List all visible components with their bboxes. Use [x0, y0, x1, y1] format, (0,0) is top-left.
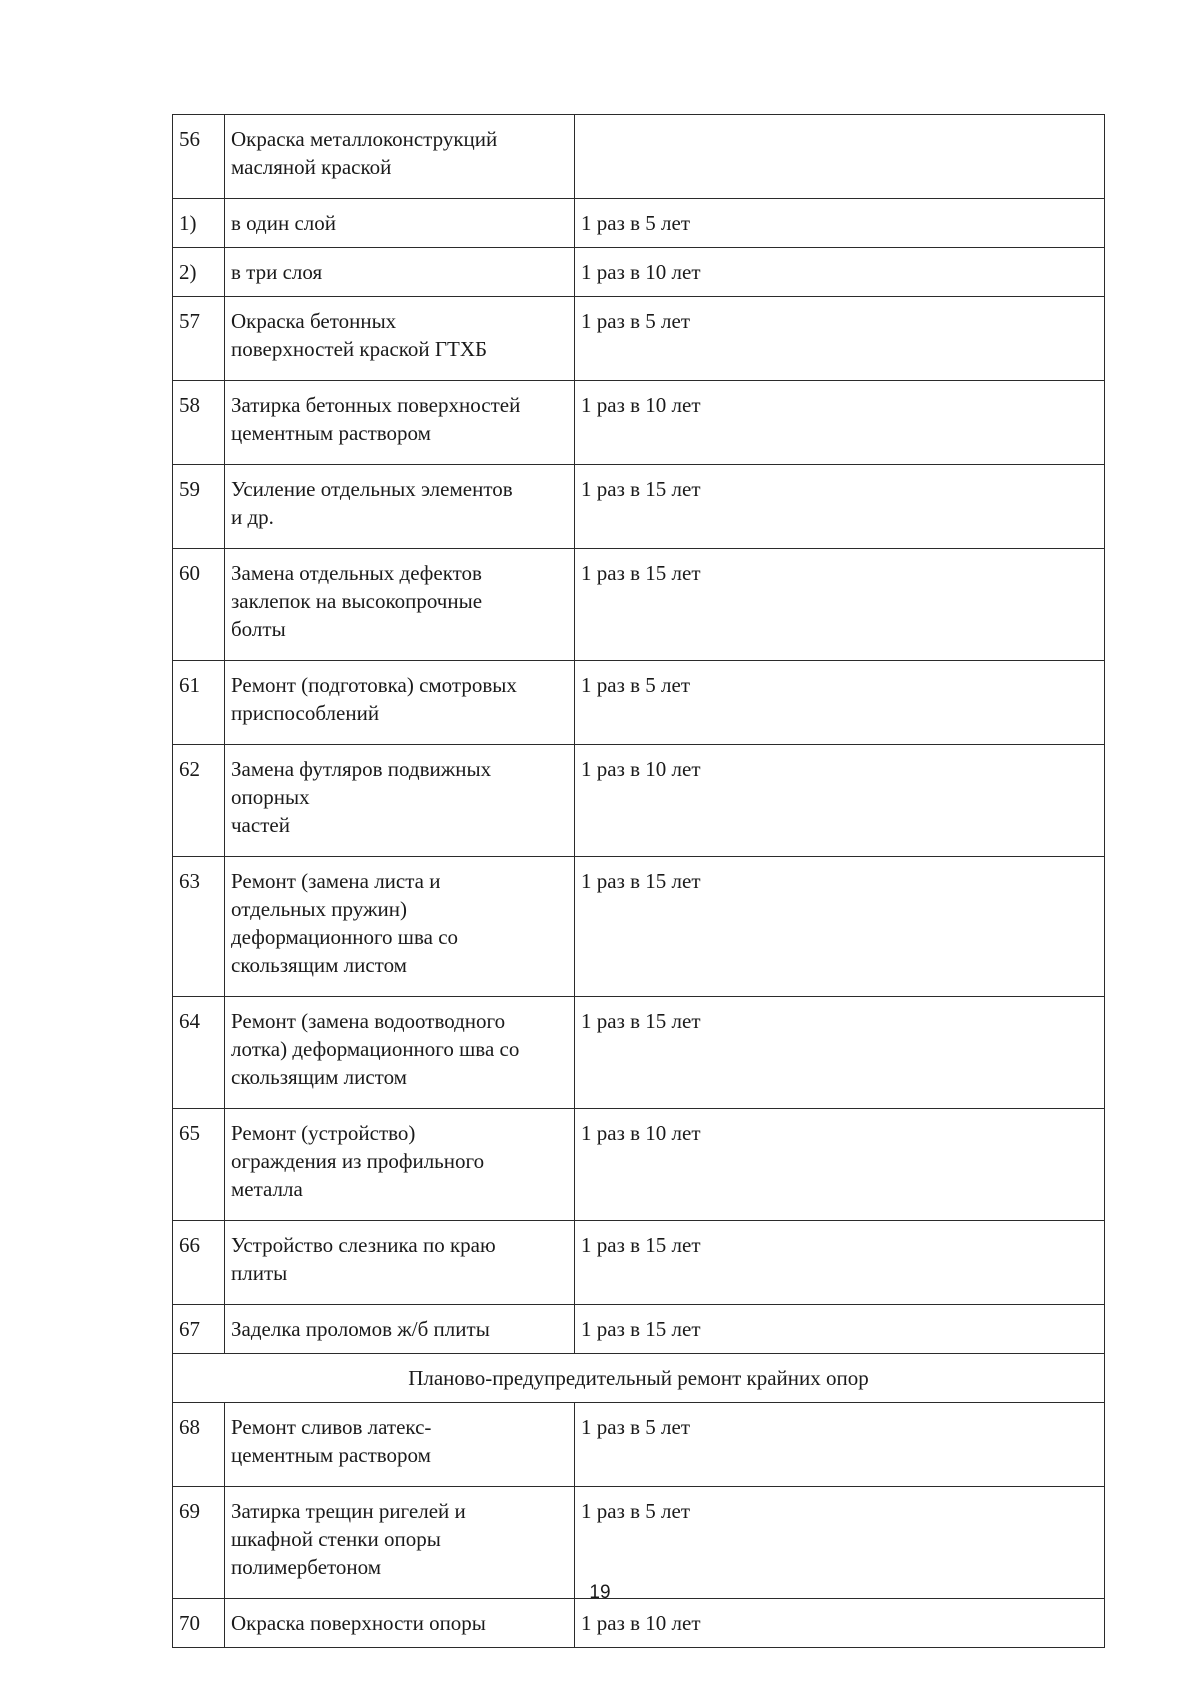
- work-description-cell: [225, 549, 575, 661]
- item-number-cell: 63: [173, 857, 225, 997]
- table-row: [173, 1403, 1105, 1487]
- work-description-cell: [225, 745, 575, 857]
- work-description-line: отдельных пружин): [231, 897, 407, 921]
- table-row: [173, 199, 1105, 248]
- work-description-line: Устройство слезника по краю: [231, 1233, 496, 1257]
- work-description-line: полимербетоном: [231, 1555, 382, 1579]
- work-description-line: шкафной стенки опоры: [231, 1527, 441, 1551]
- table-row: [173, 661, 1105, 745]
- work-description-cell: [225, 857, 575, 997]
- item-number-cell: 68: [173, 1403, 225, 1487]
- work-description-cell: [225, 997, 575, 1109]
- item-number-cell: 1): [173, 199, 225, 248]
- work-description-line: Ремонт (замена водоотводного: [231, 1009, 506, 1033]
- work-description-line: поверхностей краской ГТХБ: [231, 337, 488, 361]
- work-description-line: масляной краской: [231, 155, 392, 179]
- item-number-cell: 66: [173, 1221, 225, 1305]
- periodicity-cell: 1 раз в 10 лет: [575, 248, 1105, 297]
- work-description-cell: [225, 199, 575, 248]
- item-number-cell: 59: [173, 465, 225, 549]
- item-number-cell: 58: [173, 381, 225, 465]
- item-number-cell: 65: [173, 1109, 225, 1221]
- work-description-line: Усиление отдельных элементов: [231, 477, 513, 501]
- table-row: [173, 549, 1105, 661]
- periodicity-cell: 1 раз в 15 лет: [575, 1221, 1105, 1305]
- work-description-cell: [225, 1221, 575, 1305]
- work-description-line: и др.: [231, 505, 274, 529]
- item-number-cell: 64: [173, 997, 225, 1109]
- section-header-row: [173, 1354, 1105, 1403]
- work-description-line: частей: [231, 813, 290, 837]
- work-description-line: металла: [231, 1177, 303, 1201]
- item-number-cell: 56: [173, 115, 225, 199]
- periodicity-cell: [575, 115, 1105, 199]
- work-description-line: Окраска бетонных: [231, 309, 397, 333]
- table-row: [173, 1221, 1105, 1305]
- work-description-line: Затирка бетонных поверхностей: [231, 393, 521, 417]
- item-number-cell: 60: [173, 549, 225, 661]
- section-title: Планово-предупредительный ремонт крайних опор: [173, 1354, 1105, 1403]
- item-number-cell: 61: [173, 661, 225, 745]
- work-description-line: Ремонт (замена листа и: [231, 869, 441, 893]
- work-description-cell: [225, 465, 575, 549]
- table-row: [173, 1109, 1105, 1221]
- item-number-cell: 70: [173, 1599, 225, 1648]
- table-row: [173, 857, 1105, 997]
- work-description-cell: [225, 1305, 575, 1354]
- periodicity-cell: 1 раз в 10 лет: [575, 745, 1105, 857]
- table-row: [173, 997, 1105, 1109]
- periodicity-cell: 1 раз в 10 лет: [575, 381, 1105, 465]
- work-description-line: опорных: [231, 785, 310, 809]
- item-number-cell: 67: [173, 1305, 225, 1354]
- periodicity-cell: 1 раз в 5 лет: [575, 199, 1105, 248]
- work-description-line: скользящим листом: [231, 1065, 407, 1089]
- periodicity-cell: 1 раз в 10 лет: [575, 1599, 1105, 1648]
- table-row: [173, 381, 1105, 465]
- work-description-line: заклепок на высокопрочные: [231, 589, 483, 613]
- work-description-line: цементным раствором: [231, 1443, 431, 1467]
- work-description-line: скользящим листом: [231, 953, 407, 977]
- periodicity-cell: 1 раз в 5 лет: [575, 661, 1105, 745]
- work-description-line: Замена отдельных дефектов: [231, 561, 482, 585]
- work-description-line: лотка) деформационного шва со: [231, 1037, 520, 1061]
- periodicity-cell: 1 раз в 5 лет: [575, 297, 1105, 381]
- work-description-line: цементным раствором: [231, 421, 431, 445]
- table-body: [173, 115, 1105, 1648]
- work-description-line: ограждения из профильного: [231, 1149, 485, 1173]
- periodicity-cell: 1 раз в 5 лет: [575, 1487, 1105, 1599]
- item-number-cell: 57: [173, 297, 225, 381]
- work-description-line: в один слой: [231, 211, 337, 235]
- periodicity-cell: 1 раз в 15 лет: [575, 997, 1105, 1109]
- periodicity-cell: 1 раз в 15 лет: [575, 465, 1105, 549]
- item-number-cell: 62: [173, 745, 225, 857]
- work-description-cell: [225, 1109, 575, 1221]
- table-row: [173, 115, 1105, 199]
- work-description-cell: [225, 661, 575, 745]
- page-number: 19: [589, 1582, 611, 1603]
- work-description-line: Затирка трещин ригелей и: [231, 1499, 466, 1523]
- work-description-line: Замена футляров подвижных: [231, 757, 492, 781]
- work-description-line: болты: [231, 617, 286, 641]
- work-description-cell: [225, 248, 575, 297]
- table-row: [173, 745, 1105, 857]
- work-description-cell: [225, 297, 575, 381]
- table-row: [173, 1305, 1105, 1354]
- table-row: [173, 1599, 1105, 1648]
- work-description-line: Окраска поверхности опоры: [231, 1611, 486, 1635]
- work-description-cell: [225, 381, 575, 465]
- work-description-line: Заделка проломов ж/б плиты: [231, 1317, 490, 1341]
- periodicity-cell: 1 раз в 5 лет: [575, 1403, 1105, 1487]
- periodicity-cell: 1 раз в 10 лет: [575, 1109, 1105, 1221]
- maintenance-schedule-table: [172, 114, 1105, 1648]
- table-row: [173, 248, 1105, 297]
- periodicity-cell: 1 раз в 15 лет: [575, 549, 1105, 661]
- work-description-cell: [225, 1599, 575, 1648]
- work-description-line: деформационного шва со: [231, 925, 459, 949]
- periodicity-cell: 1 раз в 15 лет: [575, 1305, 1105, 1354]
- work-description-cell: [225, 115, 575, 199]
- item-number-cell: 2): [173, 248, 225, 297]
- table-row: [173, 297, 1105, 381]
- table-row: [173, 465, 1105, 549]
- work-description-line: Окраска металлоконструкций: [231, 127, 498, 151]
- work-description-line: в три слоя: [231, 260, 323, 284]
- work-description-line: приспособлений: [231, 701, 380, 725]
- work-description-line: Ремонт сливов латекс-: [231, 1415, 432, 1439]
- work-description-line: плиты: [231, 1261, 288, 1285]
- periodicity-cell: 1 раз в 15 лет: [575, 857, 1105, 997]
- work-description-line: Ремонт (подготовка) смотровых: [231, 673, 517, 697]
- work-description-line: Ремонт (устройство): [231, 1121, 416, 1145]
- item-number-cell: 69: [173, 1487, 225, 1599]
- work-description-cell: [225, 1403, 575, 1487]
